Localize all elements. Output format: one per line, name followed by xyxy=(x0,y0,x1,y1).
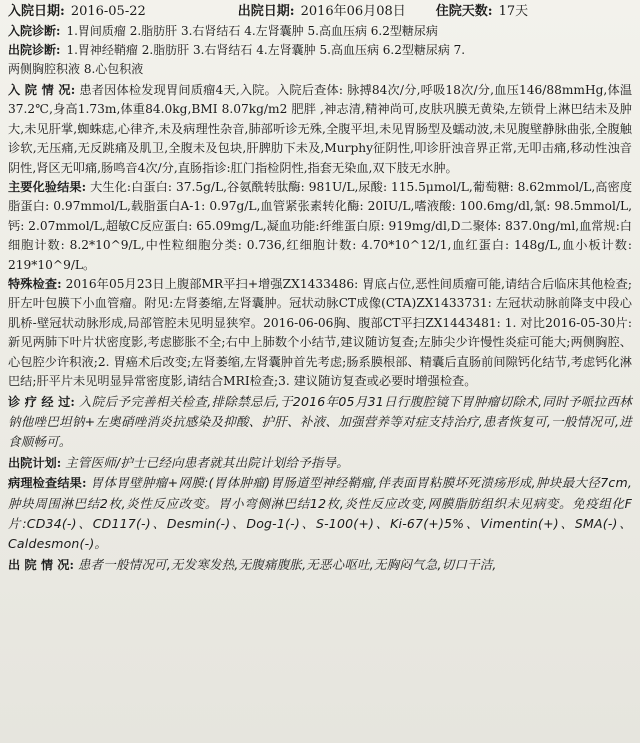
special-exam-text: 2016年05月23日上腹部MR平扫+增强ZX1433486: 胃底占位,恶性间质瘤可能,请结合后临床其他检查;肝左叶包膜下小血管瘤。附见:左肾萎缩,左肾囊肿。冠状动脉CT成像(CTA)ZX1433731: 左冠状动脉前降支中段心肌桥-壁冠状动脉形成,局部管腔未见明显狭窄。2016-06-06胸、腹部CT平扫ZX1443481: 1. 对比2016-05-30片:新见两肺下叶片状密度影,考虑膨胀不全;右中上肺数个小结节,建议随访复查;左肺尖少许慢性炎症可能大;两侧胸腔、心包腔少许积液;2. 胃癌术后改变;左肾萎缩,左肾囊肿首先考虑;肠系膜根部、精囊后直肠前间隙钙化结节,考虑钙化淋巴结;肝平片未见明显异常密度影,请结合MRI检查;3. 建议随访复查或必要时增强检查。 xyxy=(8,277,632,389)
admission-status-text: 患者因体检发现胃间质瘤4天,入院。入院后查体: 脉搏84次/分,呼吸18次/分,血压146/88mmHg,体温37.2℃,身高1.73m,体重84.0kg,BMI 8.07kg/m2 肥胖 ,神志清,精神尚可,皮肤巩膜无黄染,左锁骨上淋巴结未及肿大,未见肝掌,蜘蛛痣,心律齐,未及病理性杂音,肺部听诊无殊,全腹平坦,未见胃肠型及蠕动波,未见腹壁静脉曲张,全腹触诊软,无压痛,无反跳痛及肌卫,全腹未及包块,肝脾肋下未及,Murphy征阴性,叩诊肝浊音界正常,无叩击痛,移动性浊音阴性,肾区无叩痛,肠鸣音4次/分,直肠指诊:肛门指检阴性,指套无染血,双下肢无水肿。 xyxy=(8,83,633,175)
pathology-text: 胃体胃壁肿瘤+网膜:(胃体肿瘤)胃肠道型神经鞘瘤,伴表面胃粘膜坏死溃疡形成,肿块最大径7cm,肿块周围淋巴结2枚,炎性反应改变。胃小弯侧淋巴结12枚,炎性反应改变,网膜脂肪组织未见病变。免疫组化F片:CD34(-)、CD117(-)、Desmin(-)、Dog-1(-)、S-100(+)、Ki-67(+)5%、Vimentin(+)、SMA(-)、Caldesmon(-)。 xyxy=(8,475,633,552)
stay-days-value: 17天 xyxy=(498,4,529,19)
discharge-date-value: 2016年06月08日 xyxy=(300,4,406,19)
discharge-diagnosis-cont-text: 两侧胸腔积液 8.心包积液 xyxy=(8,62,144,76)
discharge-status-text: 患者一般情况可,无发寒发热,无腹痛腹胀,无恶心呕吐,无胸闷气急,切口干洁, xyxy=(77,556,497,572)
pathology-section xyxy=(8,473,632,555)
special-exam-label: 特殊检查: xyxy=(8,277,62,292)
admit-diagnosis-value: 1.胃间质瘤 2.脂肪肝 3.右肾结石 4.左肾囊肿 5.高血压病 6.2型糖尿病 xyxy=(66,24,438,38)
admission-status-label: 入 院 情 况: xyxy=(8,83,76,97)
discharge-status-section xyxy=(8,555,632,575)
treatment-section xyxy=(8,392,632,453)
lab-results-section xyxy=(8,178,632,275)
discharge-plan-label: 出院计划: xyxy=(8,455,62,470)
discharge-plan-section xyxy=(8,453,632,473)
admit-diagnosis-label: 入院诊断: xyxy=(8,24,61,38)
discharge-diagnosis-value: 1.胃神经鞘瘤 2.脂肪肝 3.右肾结石 4.左肾囊肿 5.高血压病 6.2型糖尿病 7. xyxy=(66,43,466,57)
special-exam-section xyxy=(8,275,632,391)
discharge-status-label: 出 院 情 况: xyxy=(8,557,74,572)
treatment-text: 入院后予完善相关检查,排除禁忌后,于2016年05月31日行腹腔镜下胃肿瘤切除术,同时予哌拉西林钠他唑巴坦钠+左奥硝唑消炎抗感染及抑酸、护肝、补液、加强营养等对症支持治疗,患者恢复可,一般情况可,进食顺畅可。 xyxy=(8,393,632,450)
lab-results-text: 大生化:白蛋白: 37.5g/L,谷氨酰转肽酶: 981U/L,尿酸: 115.5μmol/L,葡萄糖: 8.62mmol/L,高密度脂蛋白: 0.97mmol/L,载脂蛋白A-1: 0.97g/L,血管紧张素转化酶: 20IU/L,嗜液酸: 100.6mg/dl,氯: 98.5mmol/L,钙: 2.07mmol/L,超敏C反应蛋白: 65.09mg/L,凝血功能:纤维蛋白原: 919mg/dl,D二聚体: 837.0ng/ml,血常规:白细胞计数: 8.2*10^9/L,中性粒细胞分类: 0.736,红细胞计数: 4.70*10^12/1,血红蛋白: 148g/L,血小板计数: 219*10^9/L。 xyxy=(8,180,633,272)
discharge-diagnosis-label: 出院诊断: xyxy=(8,43,61,57)
admit-diagnosis-row xyxy=(8,22,632,41)
pathology-label: 病理检查结果: xyxy=(8,476,87,491)
admit-date-value: 2016-05-22 xyxy=(70,4,146,19)
treatment-label: 诊 疗 经 过: xyxy=(8,394,75,409)
discharge-diagnosis-cont xyxy=(8,60,632,79)
discharge-date-label: 出院日期: xyxy=(237,4,295,19)
lab-results-label: 主要化验结果: xyxy=(8,180,87,195)
admission-status-section xyxy=(8,81,632,178)
discharge-plan-text: 主管医师/护士已经向患者就其出院计划给予指导。 xyxy=(65,454,349,470)
admit-date-label: 入院日期: xyxy=(8,4,65,19)
stay-days-label: 住院天数: xyxy=(435,4,493,19)
discharge-diagnosis-row xyxy=(8,41,632,60)
date-header xyxy=(8,2,632,22)
